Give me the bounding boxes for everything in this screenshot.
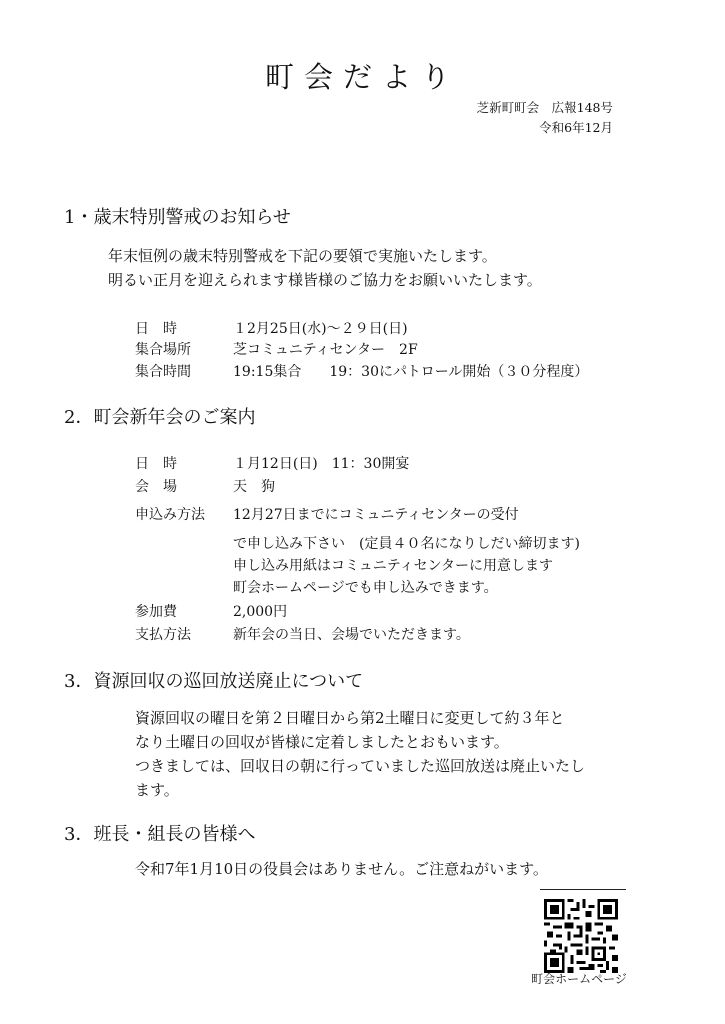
section-3-line-2: なり土曜日の回収が皆様に定着しましたとおもいます。 [135,733,509,751]
section-3-line-3: つきましては、回収日の朝に行っていました巡回放送は廃止いたし [135,757,586,775]
publisher-issue: 芝新町町会 広報148号 [476,100,613,115]
detail-label: 参加費 [135,604,177,620]
detail-value: で申し込み下さい (定員４０名になりしだい締切ます) [233,536,580,552]
section-3-body [135,706,585,802]
detail-label: 日 時 [135,321,177,337]
section-2-heading: 2．町会新年会のご案内 [64,407,256,428]
section-4-heading: 3．班長・組長の皆様へ [64,824,256,845]
detail-value: 申し込み用紙はコミュニティセンターに用意します [233,558,554,574]
qr-code-icon[interactable] [544,899,618,973]
section-3-line-1: 資源回収の曜日を第２日曜日から第2土曜日に変更して約３年と [135,709,565,727]
qr-divider [540,889,626,890]
detail-label: 日 時 [135,456,177,472]
detail-label: 申込み方法 [135,507,205,523]
page-title: 町会だより [264,60,460,94]
detail-value: １月12日(日) 11：30開宴 [233,456,410,472]
section-4-body: 令和7年1月10日の役員会はありません。ご注意ねがいます。 [135,860,548,878]
section-1-heading: 1・歳末特別警戒のお知らせ [64,207,291,228]
detail-value: １2月25日(水)～２９日(日) [233,321,408,337]
qr-caption: 町会ホームページ [531,972,627,986]
detail-value: 新年会の当日、会場でいただきます。 [233,627,470,643]
detail-value: 芝コミュニティセンター 2F [233,342,418,358]
issue-date: 令和6年12月 [539,120,613,135]
detail-label: 会 場 [135,479,177,495]
section-1-line-2: 明るい正月を迎えられます様皆様のご協力をお願いいたします。 [108,271,542,289]
detail-label: 集合時間 [135,364,191,380]
section-1-line-1: 年末恒例の歳末特別警戒を下記の要領で実施いたします。 [108,247,497,265]
detail-value: 天 狗 [233,479,275,495]
section-1-body [108,244,542,292]
publication-info [477,98,613,138]
detail-value: 町会ホームページでも申し込みできます。 [233,580,498,596]
detail-label: 集合場所 [135,342,191,358]
section-3-line-4: ます。 [135,781,179,799]
detail-value: 12月27日までにコミュニティセンターの受付 [233,507,519,523]
section-3-heading: 3．資源回収の巡回放送廃止について [64,671,364,692]
detail-label: 支払方法 [135,627,191,643]
detail-value: 19:15集合 19：30にパトロール開始（３０分程度） [233,364,589,380]
detail-value: 2,000円 [233,604,288,620]
